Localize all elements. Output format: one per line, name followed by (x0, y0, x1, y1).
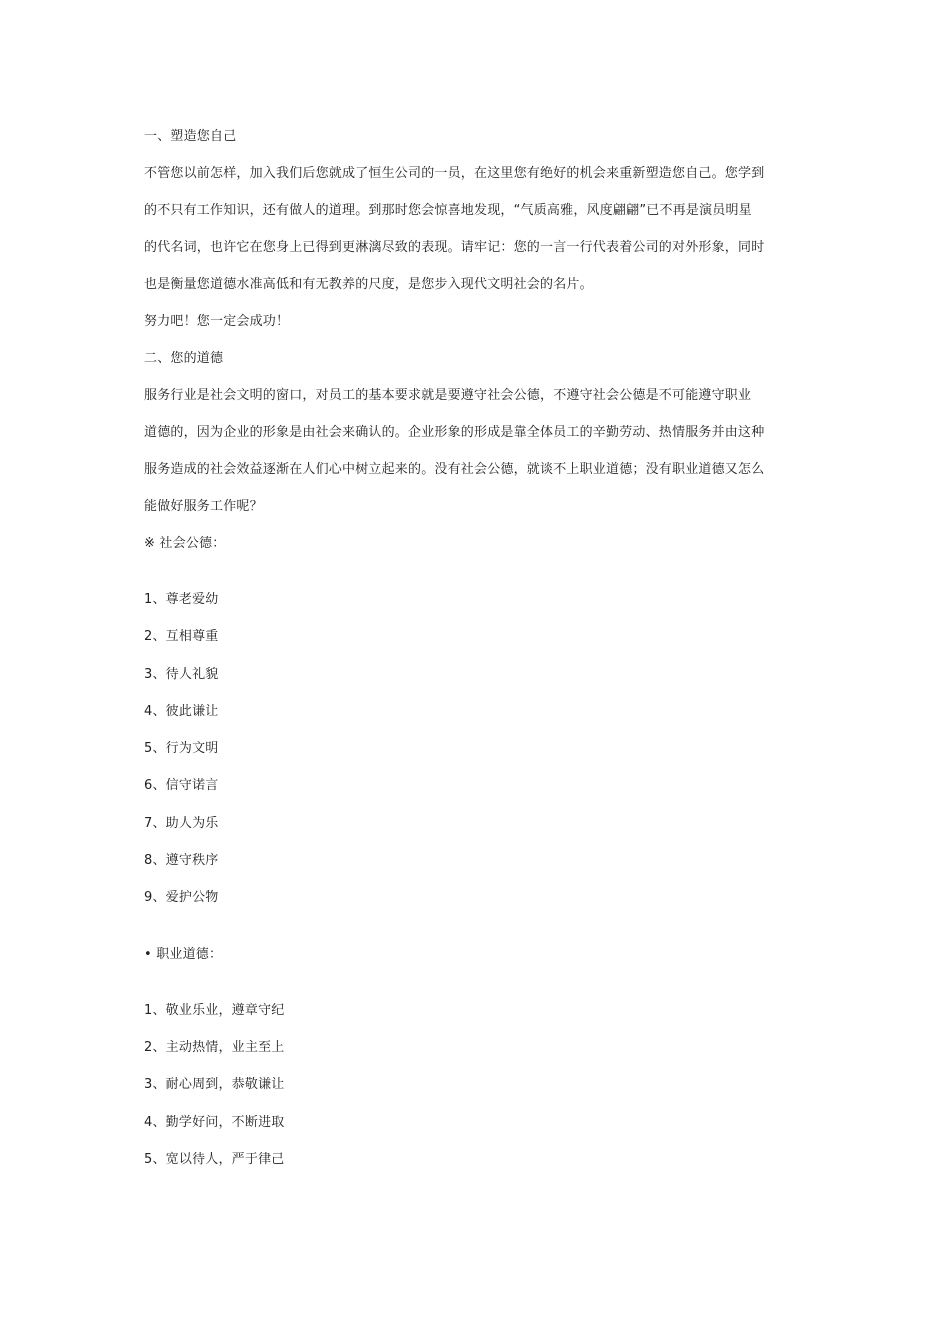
professional-ethics-title: • 职业道德： (144, 946, 223, 962)
list-item: 2、主动热情，业主至上 (144, 1039, 285, 1055)
list-item: 5、行为文明 (144, 741, 219, 757)
section2-heading: 二、您的道德 (144, 351, 224, 366)
section2-paragraph-line: 能做好服务工作呢？ (144, 499, 263, 514)
section2-paragraph-line: 道德的，因为企业的形象是由社会来确认的。企业形象的形成是靠全体员工的辛勤劳动、热情服务并由这种 (144, 425, 765, 440)
spacer (144, 917, 810, 936)
list-item: 8、遵守秩序 (144, 853, 219, 869)
document-page (144, 118, 810, 1178)
list-item: 3、待人礼貌 (144, 666, 219, 682)
section1-paragraph-line: 的不只有工作知识，还有做人的道理。到那时您会惊喜地发现，“气质高雅，风度翩翩”已不再是演员明星 (144, 203, 752, 218)
list-item: 3、耐心周到，恭敬谦让 (144, 1077, 285, 1093)
list-item: 9、爱护公物 (144, 890, 219, 906)
section2-paragraph-line: 服务造成的社会效益逐渐在人们心中树立起来的。没有社会公德，就谈不上职业道德；没有职业道德又怎么 (144, 462, 765, 477)
section1-heading: 一、塑造您自己 (144, 129, 237, 144)
section1-paragraph-line: 不管您以前怎样，加入我们后您就成了恒生公司的一员，在这里您有绝好的机会来重新塑造您自己。您学到 (144, 166, 765, 181)
list-item: 7、助人为乐 (144, 815, 219, 831)
list-item: 5、宽以待人，严于律己 (144, 1151, 285, 1167)
section1-paragraph-line: 也是衡量您道德水准高低和有无教养的尺度，是您步入现代文明社会的名片。 (144, 277, 593, 292)
list-item: 6、信守诺言 (144, 778, 219, 794)
list-item: 1、尊老爱幼 (144, 592, 219, 607)
list-item: 4、彼此谦让 (144, 703, 219, 719)
social-ethics-list (144, 581, 810, 917)
section1-paragraph-line: 的代名词，也许它在您身上已得到更淋漓尽致的表现。请牢记：您的一言一行代表着公司的对外形象，同时 (144, 240, 765, 255)
professional-ethics-list (144, 992, 810, 1178)
list-item: 1、敬业乐业，遵章守纪 (144, 1002, 285, 1018)
section2-paragraph-line: 服务行业是社会文明的窗口，对员工的基本要求就是要遵守社会公德，不遵守社会公德是不可能遵守职业 (144, 388, 752, 403)
list-item: 4、勤学好问，不断进取 (144, 1114, 285, 1130)
spacer (144, 973, 810, 992)
encouragement-line: 努力吧！您一定会成功！ (144, 314, 290, 329)
list-item: 2、互相尊重 (144, 629, 219, 645)
social-ethics-title: ※ 社会公德： (144, 536, 226, 551)
spacer (144, 562, 810, 581)
